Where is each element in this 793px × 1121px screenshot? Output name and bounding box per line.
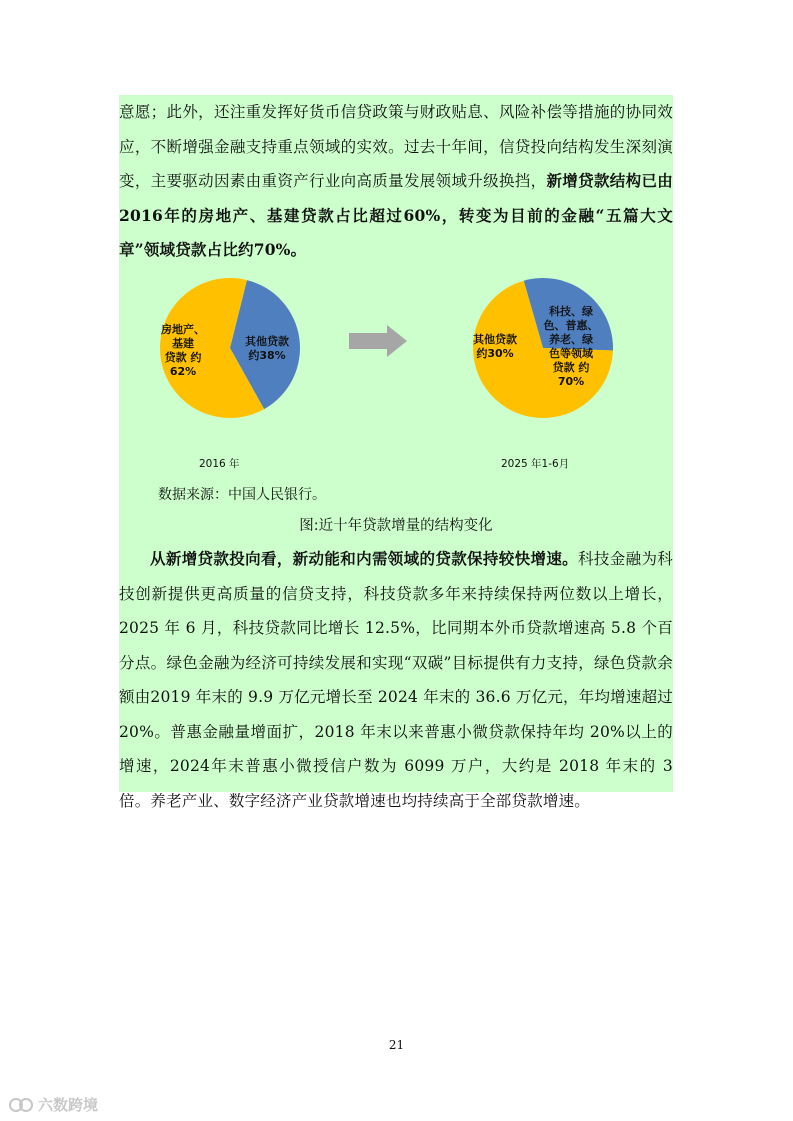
other-loans-2025-label: 其他贷款: [473, 333, 517, 346]
five-articles-label: 色、普惠、: [543, 319, 599, 332]
other-loans-2016-label: 约38%: [248, 349, 286, 362]
real-estate-infra-label: 贷款 约: [164, 351, 202, 364]
pie-year-label-2016: 2016 年: [199, 458, 240, 470]
pie-chart-2025: [473, 278, 613, 418]
five-articles-label: 科技、绿: [549, 305, 593, 318]
paragraph-2: [119, 542, 673, 818]
watermark-text: 六数跨境: [38, 1096, 99, 1114]
watermark: [8, 1094, 98, 1115]
five-articles-label: 70%: [557, 375, 585, 388]
paragraph-2-bold-text: 从新增贷款投向看，新动能和内需领域的贷款保持较快增速。: [150, 549, 579, 568]
pie-year-label-2025: 2025 年1-6月: [501, 458, 570, 470]
paragraph-1-bold-text: 新增贷款结构已由2016年的房地产、基建贷款占比超过60%，转变为目前的金融“五篇大文章”领域贷款占比约70%。: [119, 171, 673, 259]
page-number: 21: [388, 1038, 405, 1052]
other-loans-2016-label: 其他贷款: [245, 335, 289, 348]
five-articles-label: 色等领域: [549, 347, 593, 360]
figure-caption: 图:近十年贷款增量的结构变化: [299, 518, 493, 534]
data-source-note: 数据来源：中国人民银行。: [158, 487, 326, 503]
pie-charts-svg: [119, 270, 673, 480]
real-estate-infra-label: 房地产、: [161, 323, 205, 336]
real-estate-infra-label: 62%: [169, 365, 197, 378]
paragraph-1-text: 意愿；此外，还注重发挥好货币信贷政策与财政贴息、风险补偿等措施的协同效应，不断增强金融支持重点领域的实效。过去十年间，信贷投向结构发生深刻演变，主要驱动因素由重资产行业向高质量发展领域升级换挡，: [119, 103, 673, 190]
right-arrow-icon: [349, 325, 407, 357]
pie-chart-2016: [160, 278, 300, 418]
watermark-logo-icon: [8, 1096, 34, 1114]
other-loans-2025-label: 约30%: [476, 347, 514, 360]
pie-chart-figure: [119, 270, 673, 480]
real-estate-infra-label: 基建: [172, 337, 194, 350]
five-articles-label: 贷款 约: [552, 361, 590, 374]
five-articles-label: 养老、绿: [549, 333, 593, 346]
paragraph-1: [119, 95, 673, 268]
paragraph-2-text: 科技金融为科技创新提供更高质量的信贷支持，科技贷款多年来持续保持两位数以上增长，2025 年 6 月，科技贷款同比增长 12.5%，比同期本外币贷款增速高 5.8 个百分点。绿色金融为经济可持续发展和实现“双碳”目标提供有力支持，绿色贷款余额由2019 年末的 9.9 万亿元增长至 2024 年末的 36.6 万亿元，年均增速超过 20%。普惠金融量增面扩，2018 年末以来普惠小微贷款保持年均 20%以上的增速，2024年末普惠小微授信户数为 6099 万户，大约是 2018 年末的 3 倍。养老产业、数字经济产业贷款增速也均持续高于全部贷款增速。: [119, 550, 673, 810]
